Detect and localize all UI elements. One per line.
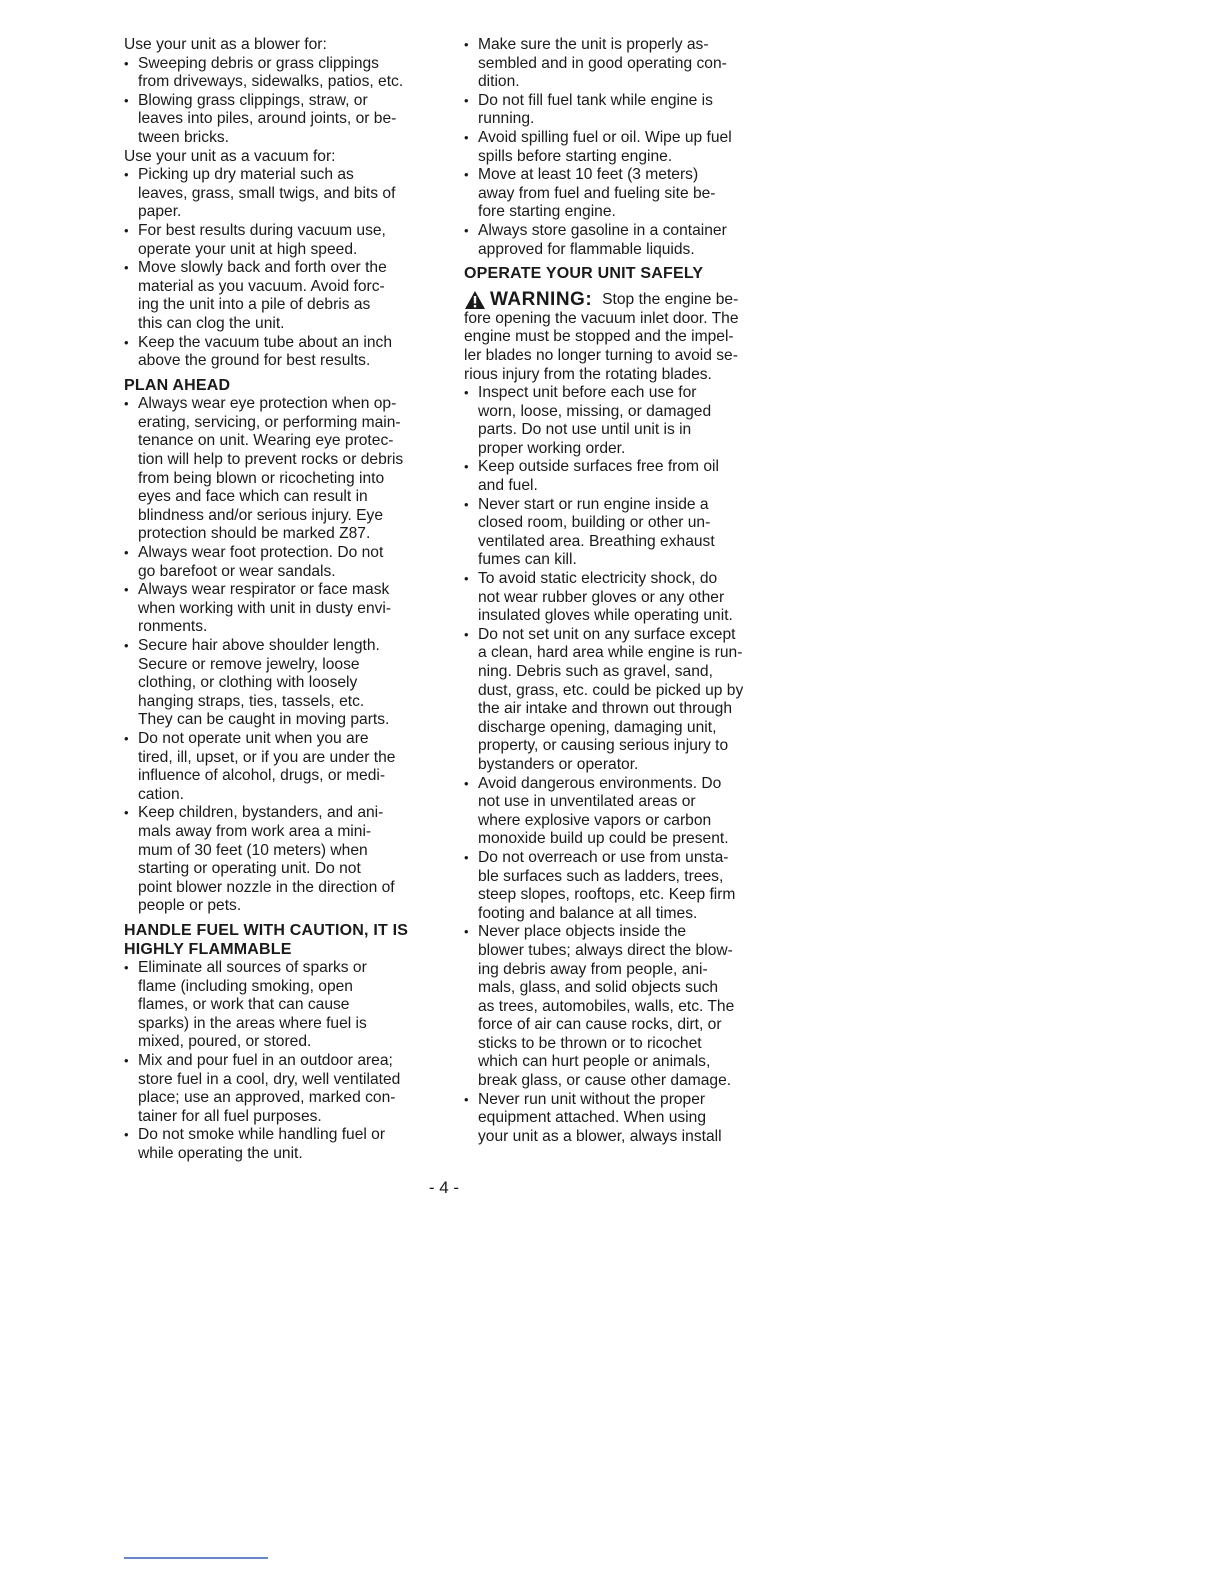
blower-list (124, 55, 444, 148)
list-item: • Always store gasoline in a container approved for flammable liquids. (464, 222, 784, 259)
warning-triangle-icon (464, 290, 486, 310)
fuel-list (124, 959, 444, 1164)
warning-block (464, 290, 784, 384)
list-item: • Blowing grass clippings, straw, or leaves into piles, around joints, or be- tween bricks. (124, 92, 444, 148)
list-item: • Keep the vacuum tube about an inch above the ground for best results. (124, 334, 444, 371)
warning-label: WARNING: (490, 288, 593, 310)
right-column (464, 36, 784, 1146)
vacuum-intro: Use your unit as a vacuum for: (124, 147, 336, 165)
warning-header (464, 290, 784, 310)
plan-ahead-list (124, 395, 444, 916)
list-item: • Never run unit without the proper equipment attached. When using your unit as a blower, always install (464, 1091, 784, 1147)
fuel-heading: HANDLE FUEL WITH CAUTION, IT IS HIGHLY FLAMMABLE (124, 921, 409, 958)
list-item: • Keep children, bystanders, and ani- mals away from work area a mini- mum of 30 feet (10 meters) when starting or operating unit. Do not point blower nozzle in the direction of people or pets. (124, 804, 444, 916)
list-item: • Do not smoke while handling fuel or while operating the unit. (124, 1126, 444, 1163)
list-item: • Secure hair above shoulder length. Secure or remove jewelry, loose clothing, or clothing with loosely hanging straps, ties, tassels, etc. They can be caught in moving parts. (124, 637, 444, 730)
vacuum-list (124, 166, 444, 371)
operate-list (464, 384, 784, 1146)
list-item: • Move at least 10 feet (3 meters) away from fuel and fueling site be- fore starting engine. (464, 166, 784, 222)
list-item: • Mix and pour fuel in an outdoor area; store fuel in a cool, dry, well ventilated place; use an approved, marked con- tainer for all fuel purposes. (124, 1052, 444, 1126)
list-item: • Move slowly back and forth over the material as you vacuum. Avoid forc- ing the unit into a pile of debris as this can clog the unit. (124, 259, 444, 333)
list-item: • Inspect unit before each use for worn, loose, missing, or damaged parts. Do not use until unit is in proper working order. (464, 384, 784, 458)
fuel-list-continued (464, 36, 784, 259)
plan-ahead-heading: PLAN AHEAD (124, 376, 231, 394)
list-item: • Do not operate unit when you are tired, ill, upset, or if you are under the influence of alcohol, drugs, or medi- cation. (124, 730, 444, 804)
list-item: • Do not set unit on any surface except a clean, hard area while engine is run- ning. Debris such as gravel, sand, dust, grass, etc. could be picked up by the air intake and thrown out through discharge opening, damaging unit, property, or causing serious injury to bystanders or operator. (464, 626, 784, 775)
list-item: • Avoid spilling fuel or oil. Wipe up fuel spills before starting engine. (464, 129, 784, 166)
footer-rule (124, 1557, 268, 1559)
list-item: • Keep outside surfaces free from oil and fuel. (464, 458, 784, 495)
list-item: • Avoid dangerous environments. Do not use in unventilated areas or where explosive vapors or carbon monoxide build up could be present. (464, 775, 784, 849)
list-item: • To avoid static electricity shock, do not wear rubber gloves or any other insulated gloves while operating unit. (464, 570, 784, 626)
list-item: • Picking up dry material such as leaves, grass, small twigs, and bits of paper. (124, 166, 444, 222)
warning-body: fore opening the vacuum inlet door. The engine must be stopped and the impel- ler blades no longer turning to avoid se- rious injury from the rotating blades. (464, 309, 739, 383)
list-item: • Sweeping debris or grass clippings from driveways, sidewalks, patios, etc. (124, 55, 444, 92)
list-item: • For best results during vacuum use, operate your unit at high speed. (124, 222, 444, 259)
page-number: - 4 - (428, 1178, 460, 1197)
list-item: • Eliminate all sources of sparks or flame (including smoking, open flames, or work that can cause sparks) in the areas where fuel is mixed, poured, or stored. (124, 959, 444, 1052)
operate-heading: OPERATE YOUR UNIT SAFELY (464, 265, 704, 283)
list-item: • Do not fill fuel tank while engine is running. (464, 92, 784, 129)
list-item: • Always wear foot protection. Do not go barefoot or wear sandals. (124, 544, 444, 581)
list-item: • Make sure the unit is properly as- sembled and in good operating con- dition. (464, 36, 784, 92)
blower-intro: Use your unit as a blower for: (124, 36, 327, 53)
list-item: • Never place objects inside the blower tubes; always direct the blow- ing debris away from people, ani- mals, glass, and solid objects such as trees, automobiles, walls, etc. The force of air can cause rocks, dirt, or sticks to be thrown or to ricochet which can hurt people or animals, break glass, or cause other damage. (464, 923, 784, 1090)
warning-lead-text: Stop the engine be- (602, 290, 739, 308)
left-column (124, 36, 444, 1164)
list-item: • Never start or run engine inside a closed room, building or other un- ventilated area. Breathing exhaust fumes can kill. (464, 496, 784, 570)
list-item: • Always wear respirator or face mask when working with unit in dusty envi- ronments. (124, 581, 444, 637)
list-item: • Always wear eye protection when op- erating, servicing, or performing main- tenance on unit. Wearing eye protec- tion will help to prevent rocks or debris from being blown or ricocheting into eyes and face which can result in blindness and/or serious injury. Eye protection should be marked Z87. (124, 395, 444, 544)
list-item: • Do not overreach or use from unsta- ble surfaces such as ladders, trees, steep slopes, rooftops, etc. Keep firm footing and balance at all times. (464, 849, 784, 923)
